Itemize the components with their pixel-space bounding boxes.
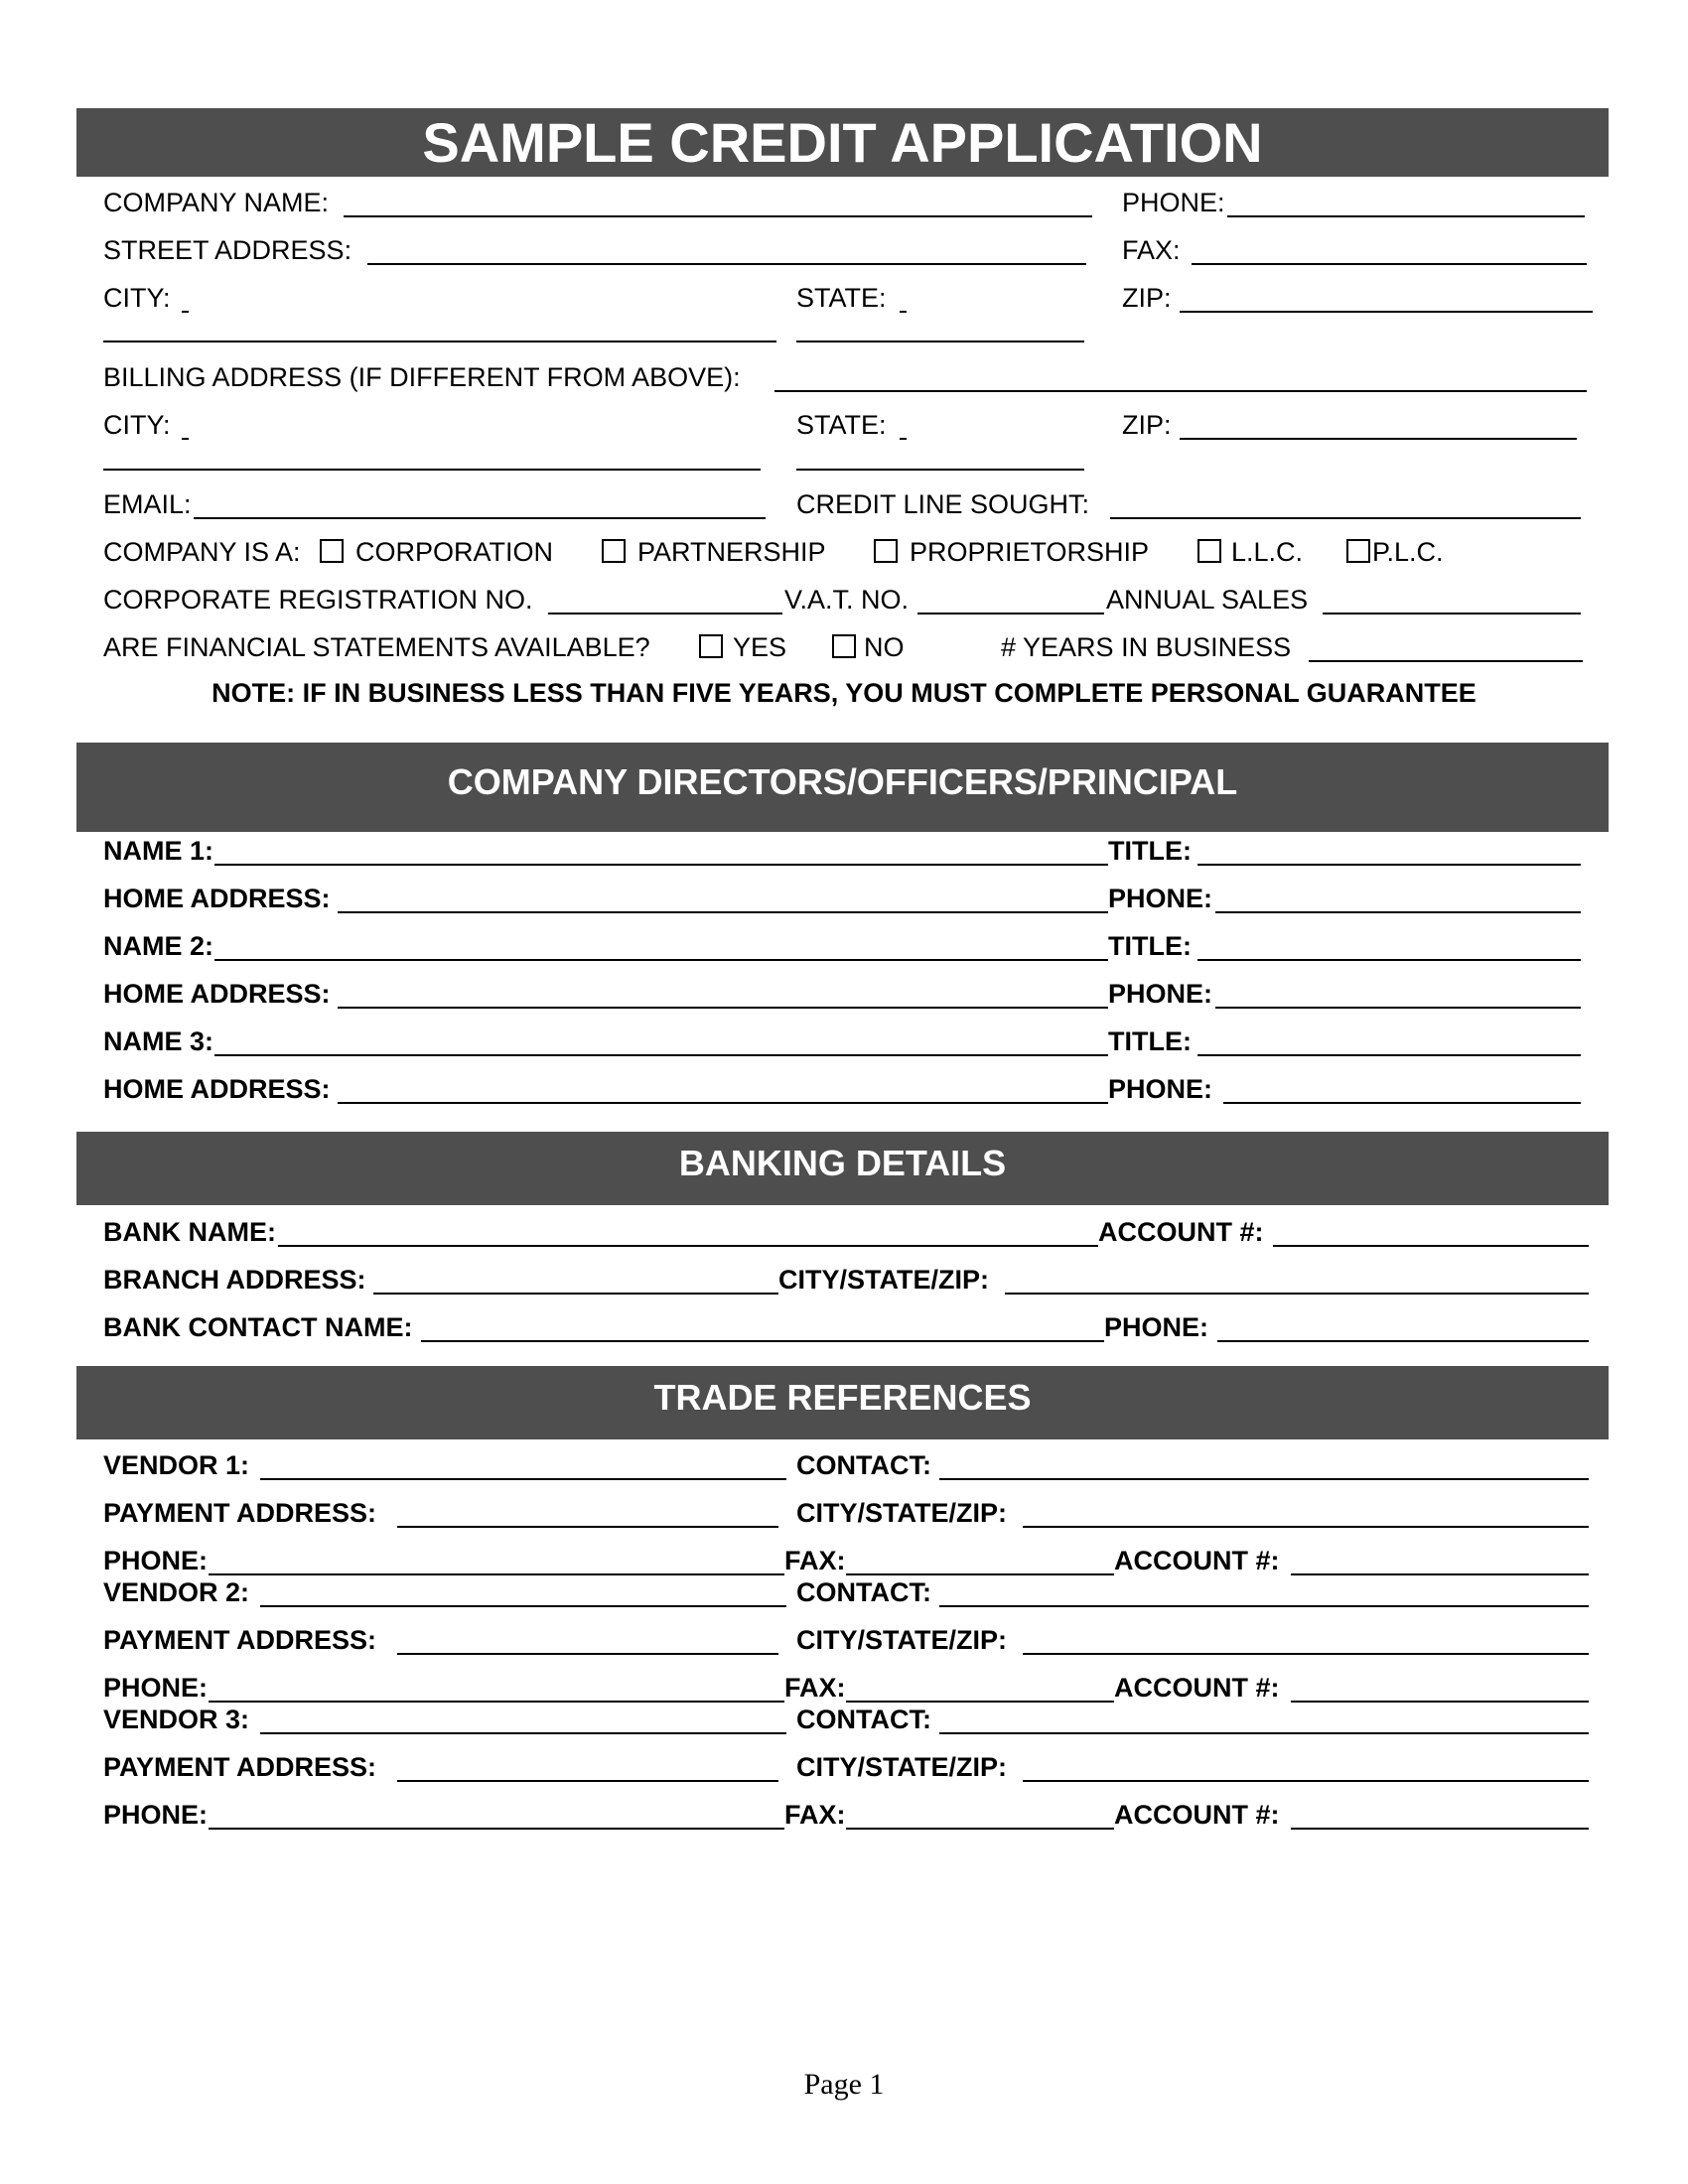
directors-header: COMPANY DIRECTORS/OFFICERS/PRINCIPAL <box>447 761 1238 802</box>
email-label: EMAIL: <box>103 489 192 519</box>
vendor2-phone-label: PHONE: <box>103 1673 209 1703</box>
billing-city-field[interactable] <box>103 469 761 471</box>
vendor3-account-field[interactable] <box>1291 1828 1589 1830</box>
vendor3-phone-field[interactable] <box>209 1828 784 1830</box>
billing-state-tick <box>900 438 907 440</box>
vendor3-city-state-zip-label: CITY/STATE/ZIP: <box>796 1752 1007 1782</box>
vendor3-fax-label: FAX: <box>784 1800 846 1830</box>
director-phone3-field[interactable] <box>1223 1102 1581 1104</box>
vendor1-field[interactable] <box>260 1478 786 1480</box>
trade-header: TRADE REFERENCES <box>653 1377 1032 1418</box>
zip-label: ZIP: <box>1122 283 1172 313</box>
vendor1-contact-label: CONTACT: <box>796 1450 931 1480</box>
financial-no-label: NO <box>864 632 905 662</box>
bank-city-state-zip-field[interactable] <box>1005 1293 1589 1295</box>
registration-no-field[interactable] <box>548 613 782 614</box>
home-address1-label: HOME ADDRESS: <box>103 884 331 913</box>
home-address2-label: HOME ADDRESS: <box>103 979 331 1009</box>
vat-no-label: V.A.T. NO. <box>784 585 910 614</box>
branch-address-field[interactable] <box>373 1293 778 1295</box>
vendor2-account-field[interactable] <box>1291 1701 1589 1703</box>
vendor1-payment-address-field[interactable] <box>397 1526 778 1528</box>
guarantee-note: NOTE: IF IN BUSINESS LESS THAN FIVE YEARS, YOU MUST COMPLETE PERSONAL GUARANTEE <box>211 678 1477 708</box>
banking-header: BANKING DETAILS <box>678 1143 1007 1183</box>
vendor1-phone-field[interactable] <box>209 1573 784 1575</box>
plc-checkbox[interactable] <box>1346 539 1370 563</box>
state-field[interactable] <box>796 341 1084 342</box>
home-address2-field[interactable] <box>338 1007 1108 1009</box>
state-label: STATE: <box>796 283 887 313</box>
llc-label: L.L.C. <box>1231 537 1304 567</box>
bank-name-label: BANK NAME: <box>103 1217 276 1247</box>
plc-label: P.L.C. <box>1372 537 1444 567</box>
llc-checkbox[interactable] <box>1197 539 1221 563</box>
partnership-label: PARTNERSHIP <box>637 537 826 567</box>
vendor2-fax-label: FAX: <box>784 1673 846 1703</box>
bank-phone-label: PHONE: <box>1104 1312 1209 1342</box>
title1-field[interactable] <box>1197 864 1581 866</box>
name2-label: NAME 2: <box>103 931 214 961</box>
branch-address-label: BRANCH ADDRESS: <box>103 1265 366 1295</box>
vendor3-label: VENDOR 3: <box>103 1705 250 1734</box>
company-name-field[interactable] <box>344 215 1092 217</box>
trade-header-bar <box>76 1366 1609 1439</box>
vendor2-contact-label: CONTACT: <box>796 1577 931 1607</box>
title3-label: TITLE: <box>1108 1026 1192 1056</box>
vendor2-contact-field[interactable] <box>939 1605 1589 1607</box>
financial-no-checkbox[interactable] <box>832 634 856 658</box>
billing-address-label: BILLING ADDRESS (IF DIFFERENT FROM ABOVE): <box>103 362 741 392</box>
bank-city-state-zip-label: CITY/STATE/ZIP: <box>778 1265 989 1295</box>
name2-field[interactable] <box>214 959 1108 961</box>
vendor2-phone-field[interactable] <box>209 1701 784 1703</box>
state-tick <box>900 311 907 313</box>
partnership-checkbox[interactable] <box>602 539 626 563</box>
page-number: Page 1 <box>803 2068 885 2101</box>
proprietorship-checkbox[interactable] <box>874 539 898 563</box>
home-address3-label: HOME ADDRESS: <box>103 1074 331 1104</box>
director-phone1-field[interactable] <box>1215 911 1581 913</box>
bank-account-label: ACCOUNT #: <box>1098 1217 1264 1247</box>
street-address-label: STREET ADDRESS: <box>103 235 352 265</box>
billing-city-label: CITY: <box>103 410 171 440</box>
company-fax-field[interactable] <box>1192 263 1587 265</box>
vendor2-city-state-zip-label: CITY/STATE/ZIP: <box>796 1625 1007 1655</box>
name3-label: NAME 3: <box>103 1026 214 1056</box>
company-type-label: COMPANY IS A: <box>103 537 301 567</box>
billing-zip-label: ZIP: <box>1122 410 1172 440</box>
vendor1-contact-field[interactable] <box>939 1478 1589 1480</box>
vendor2-label: VENDOR 2: <box>103 1577 250 1607</box>
vendor3-contact-label: CONTACT: <box>796 1705 931 1734</box>
name3-field[interactable] <box>214 1054 1108 1056</box>
director-phone2-label: PHONE: <box>1108 979 1213 1009</box>
bank-contact-field[interactable] <box>421 1340 1104 1342</box>
vendor2-field[interactable] <box>260 1605 786 1607</box>
vendor1-fax-label: FAX: <box>784 1546 846 1575</box>
corporation-label: CORPORATION <box>355 537 554 567</box>
title3-field[interactable] <box>1197 1054 1581 1056</box>
vendor1-phone-label: PHONE: <box>103 1546 209 1575</box>
credit-line-label: CREDIT LINE SOUGHT: <box>796 489 1090 519</box>
billing-state-field[interactable] <box>796 469 1084 471</box>
financial-yes-checkbox[interactable] <box>699 634 723 658</box>
vendor3-field[interactable] <box>260 1732 786 1734</box>
proprietorship-label: PROPRIETORSHIP <box>910 537 1150 567</box>
zip-field[interactable] <box>1180 311 1593 313</box>
annual-sales-label: ANNUAL SALES <box>1106 585 1309 614</box>
director-phone1-label: PHONE: <box>1108 884 1213 913</box>
director-phone3-label: PHONE: <box>1108 1074 1213 1104</box>
director-phone2-field[interactable] <box>1215 1007 1581 1009</box>
directors-header-bar <box>76 743 1609 832</box>
company-phone-label: PHONE: <box>1122 188 1225 217</box>
registration-no-label: CORPORATE REGISTRATION NO. <box>103 585 533 614</box>
vendor1-account-field[interactable] <box>1291 1573 1589 1575</box>
vendor1-label: VENDOR 1: <box>103 1450 250 1480</box>
financial-statements-label: ARE FINANCIAL STATEMENTS AVAILABLE? <box>103 632 650 662</box>
vendor2-city-state-zip-field[interactable] <box>1023 1653 1589 1655</box>
title1-label: TITLE: <box>1108 836 1192 866</box>
vendor3-account-label: ACCOUNT #: <box>1114 1800 1280 1830</box>
company-phone-field[interactable] <box>1227 215 1585 217</box>
name1-label: NAME 1: <box>103 836 214 866</box>
vendor3-fax-field[interactable] <box>846 1828 1114 1830</box>
vendor1-city-state-zip-field[interactable] <box>1023 1526 1589 1528</box>
billing-city-tick <box>182 438 189 440</box>
vat-no-field[interactable] <box>917 613 1104 614</box>
city-tick <box>182 311 189 313</box>
title2-field[interactable] <box>1197 959 1581 961</box>
bank-phone-field[interactable] <box>1217 1340 1589 1342</box>
vendor2-fax-field[interactable] <box>846 1701 1114 1703</box>
city-field[interactable] <box>103 341 776 342</box>
street-address-field[interactable] <box>367 263 1086 265</box>
company-name-label: COMPANY NAME: <box>103 188 330 217</box>
vendor1-city-state-zip-label: CITY/STATE/ZIP: <box>796 1498 1007 1528</box>
vendor1-account-label: ACCOUNT #: <box>1114 1546 1280 1575</box>
vendor1-fax-field[interactable] <box>846 1573 1114 1575</box>
financial-yes-label: YES <box>733 632 787 662</box>
home-address3-field[interactable] <box>338 1102 1108 1104</box>
city-label: CITY: <box>103 283 171 313</box>
vendor2-payment-address-label: PAYMENT ADDRESS: <box>103 1625 377 1655</box>
title-bar <box>76 108 1609 177</box>
credit-line-field[interactable] <box>1110 517 1581 519</box>
annual-sales-field[interactable] <box>1323 613 1581 614</box>
vendor3-city-state-zip-field[interactable] <box>1023 1780 1589 1782</box>
billing-address-field[interactable] <box>774 390 1587 392</box>
home-address1-field[interactable] <box>338 911 1108 913</box>
bank-contact-label: BANK CONTACT NAME: <box>103 1312 413 1342</box>
email-field[interactable] <box>194 517 766 519</box>
corporation-checkbox[interactable] <box>320 539 344 563</box>
company-fax-label: FAX: <box>1122 235 1181 265</box>
bank-name-field[interactable] <box>278 1245 1098 1247</box>
banking-header-bar <box>76 1132 1609 1205</box>
name1-field[interactable] <box>214 864 1108 866</box>
vendor2-account-label: ACCOUNT #: <box>1114 1673 1280 1703</box>
title2-label: TITLE: <box>1108 931 1192 961</box>
billing-zip-field[interactable] <box>1180 438 1577 440</box>
years-in-business-field[interactable] <box>1309 660 1583 662</box>
vendor3-phone-label: PHONE: <box>103 1800 209 1830</box>
bank-account-field[interactable] <box>1273 1245 1589 1247</box>
page-title: SAMPLE CREDIT APPLICATION <box>422 111 1263 174</box>
billing-state-label: STATE: <box>796 410 887 440</box>
vendor3-payment-address-field[interactable] <box>397 1780 778 1782</box>
years-in-business-label: # YEARS IN BUSINESS <box>1001 632 1292 662</box>
vendor2-payment-address-field[interactable] <box>397 1653 778 1655</box>
vendor3-payment-address-label: PAYMENT ADDRESS: <box>103 1752 377 1782</box>
vendor1-payment-address-label: PAYMENT ADDRESS: <box>103 1498 377 1528</box>
vendor3-contact-field[interactable] <box>939 1732 1589 1734</box>
